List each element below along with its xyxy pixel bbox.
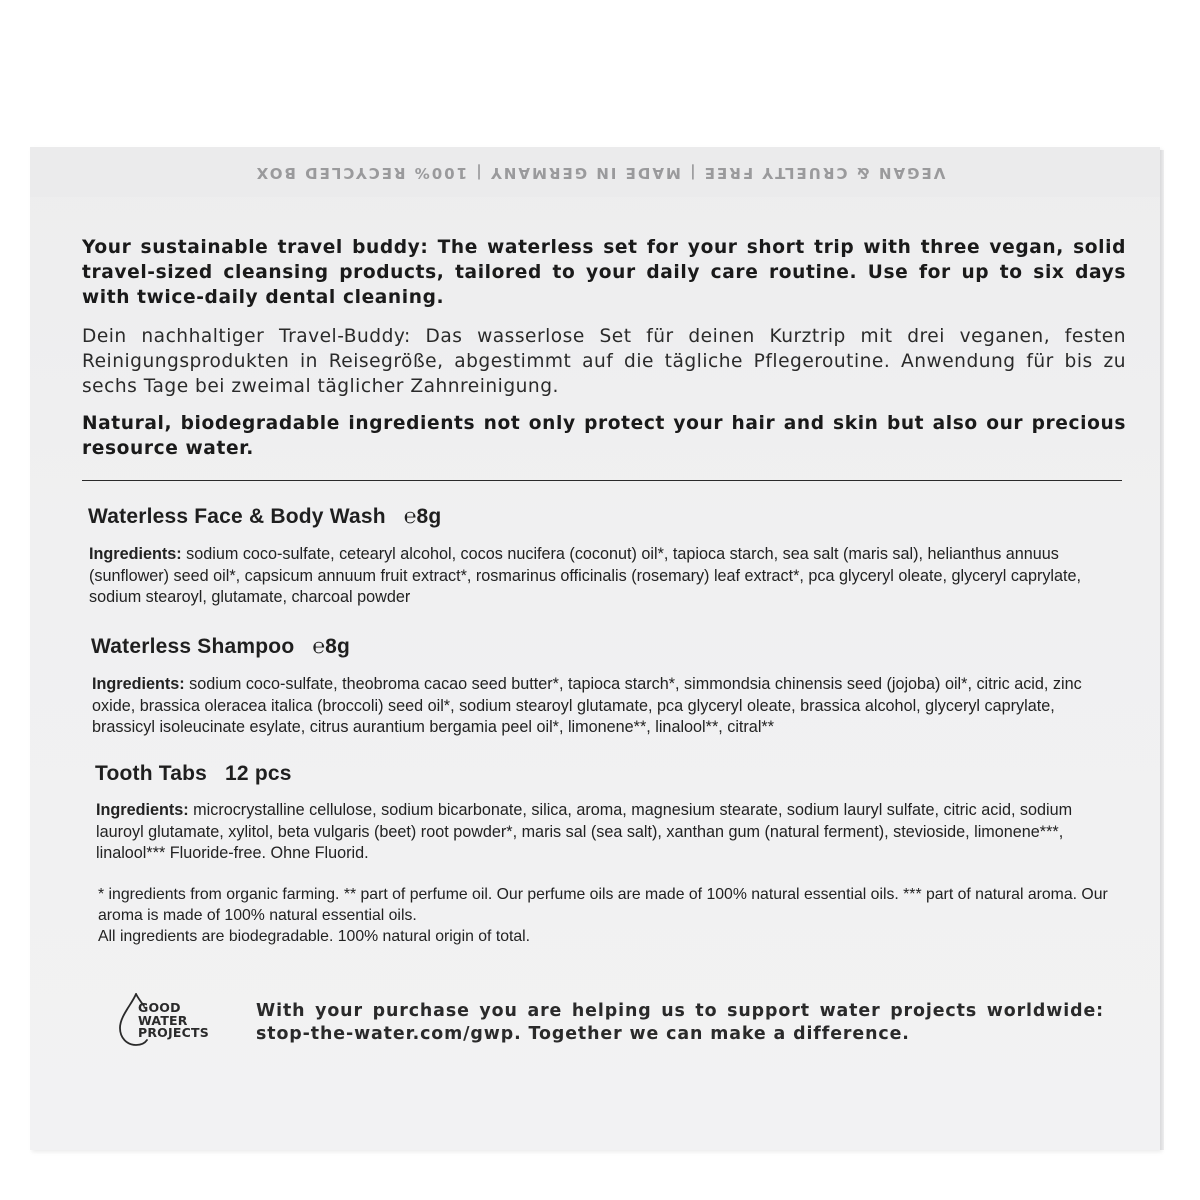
good-water-projects-logo <box>138 1002 209 1040</box>
intro-english: Your sustainable travel buddy: The waterless set for your short trip with three vegan, solid travel-sized cleansing products, tailored to your daily care routine. Use for up to six days with twice-daily dental cleaning. <box>82 237 1126 308</box>
product-title-shampoo <box>91 635 350 659</box>
ingredients-tooth-tabs <box>96 800 1120 865</box>
purchase-support-text: With your purchase you are helping us to support water projects worldwide: stop-the-water.com/gwp. Together we can make a difference. <box>256 1001 1104 1044</box>
ingredients-list: sodium coco-sulfate, theobroma cacao seed butter*, tapioca starch*, simmondsia chinensis seed (jojoba) oil*, citric acid, zinc oxide, brassica oleracea italica (broccoli) seed oil*, sodium stearoyl glutamate, pca glyceryl oleate, brassica alcohol, glyceryl caprylate, brassicyl isoleucinate esylate, citrus aurantium bergamia peel oil*, limonene**, linalool**, citral** <box>92 675 1082 736</box>
product-name: Waterless Shampoo <box>91 635 295 658</box>
footnotes <box>98 884 1108 947</box>
ingredients-label: Ingredients: <box>96 801 189 819</box>
natural-ingredients-note: Natural, biodegradable ingredients not only protect your hair and skin but also our precious resource water. <box>82 413 1126 459</box>
top-band-mirrored-text: VEGAN & CRUELTY FREE | MADE IN GERMANY | 100% RECYCLED BOX <box>254 164 946 182</box>
footnote-organic-perfume: * ingredients from organic farming. ** part of perfume oil. Our perfume oils are made of 100% natural essential oils. *** part of natural aroma. Our aroma is made of 100% natural essential oils. <box>98 886 1108 924</box>
logo-line-good: GOOD <box>138 1000 181 1015</box>
ingredients-list: sodium coco-sulfate, cetearyl alcohol, cocos nucifera (coconut) oil*, tapioca starch, sea salt (maris sal), helianthus annuus (sunflower) seed oil*, capsicum annuum fruit extract*, rosmarinus officinalis (rosemary) leaf extract*, pca glyceryl oleate, glyceryl caprylate, sodium stearoyl, glutamate, charcoal powder <box>89 545 1082 606</box>
ingredients-list: microcrystalline cellulose, sodium bicarbonate, silica, aroma, magnesium stearate, sodium lauryl sulfate, citric acid, sodium lauroyl glutamate, xylitol, beta vulgaris (beet) root powder*, maris sal (sea salt), xanthan gum (natural ferment), stevioside, limonene***, linalool*** Fluoride-free. Ohne Fluorid. <box>96 801 1073 862</box>
ingredients-label: Ingredients: <box>92 675 185 693</box>
product-name: Tooth Tabs <box>95 762 208 785</box>
logo-line-water: WATER <box>138 1012 188 1028</box>
package-side-edge <box>1160 150 1164 1150</box>
product-title-tooth-tabs <box>95 762 292 786</box>
ingredients-label: Ingredients: <box>89 545 182 563</box>
ingredients-face-body-wash <box>89 544 1121 609</box>
section-divider <box>82 480 1122 481</box>
product-quantity: ℮8g <box>403 505 442 528</box>
product-title-face-body-wash <box>88 505 441 529</box>
ingredients-shampoo <box>92 674 1122 739</box>
product-quantity: 12 pcs <box>225 762 292 785</box>
product-quantity: ℮8g <box>312 635 351 658</box>
logo-line-projects: PROJECTS <box>138 1025 209 1040</box>
footnote-biodegradable: All ingredients are biodegradable. 100% natural origin of total. <box>98 928 531 945</box>
intro-german: Dein nachhaltiger Travel-Buddy: Das wasserlose Set für deinen Kurztrip mit drei veganen, festen Reinigungsprodukten in Reisegröße, abgestimmt auf die tägliche Pflegeroutine. Anwendung für bis zu sechs Tage bei zweimal täglicher Zahnreinigung. <box>82 326 1126 397</box>
product-name: Waterless Face & Body Wash <box>88 505 386 528</box>
